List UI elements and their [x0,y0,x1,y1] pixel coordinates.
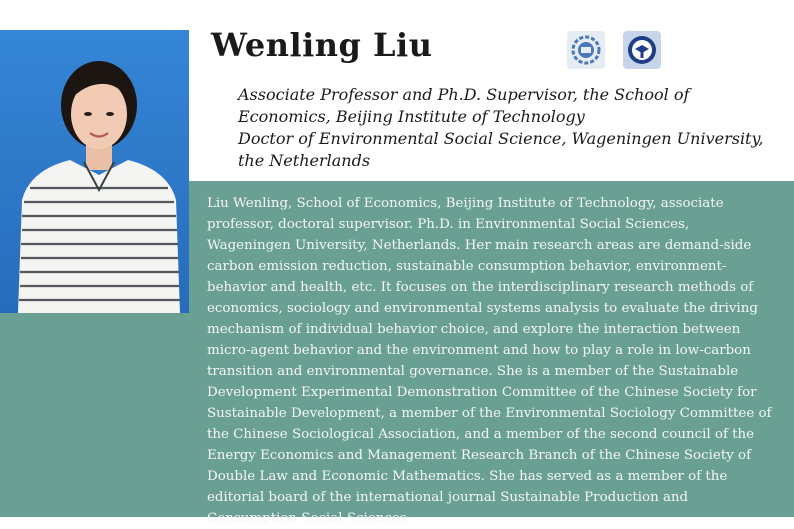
university-logo-icon [623,31,661,69]
title-line-degree: Doctor of Environmental Social Science, Wageningen University, the Netherlands [238,129,764,170]
portrait-photo [0,30,189,313]
position-titles [238,84,783,172]
biography-text: Liu Wenling, School of Economics, Beijing Institute of Technology, associate professor, doctoral supervisor. Ph.D. in Environmental Social Sciences, Wageningen University, Netherlands. Her main research areas are demand-side carbon emission reduction, sustainable consumption behavior, environment-behavior and health, etc. It focuses on the interdisciplinary research methods of economics, sociology and environmental systems analysis to evaluate the driving mechanism of individual behavior choice, and explore the interaction between micro-agent behavior and the environment and how to play a role in low-carbon transition and environmental governance. She is a member of the Sustainable Development Experimental Demonstration Committee of the Chinese Society for Sustainable Development, a member of the Environmental Sociology Committee of the Chinese Sociological Association, and a member of the second council of the Energy Economics and Management Research Branch of the Chinese Society of Double Law and Economic Mathematics. She has served as a member of the editorial board of the international journal Sustainable Production and Consumption Social Sciences. [207,196,772,526]
person-name: Wenling Liu [211,26,433,64]
title-line-position: Associate Professor and Ph.D. Supervisor, the School of Economics, Beijing Institute of Technology [238,85,690,126]
institute-logo-icon [567,31,605,69]
